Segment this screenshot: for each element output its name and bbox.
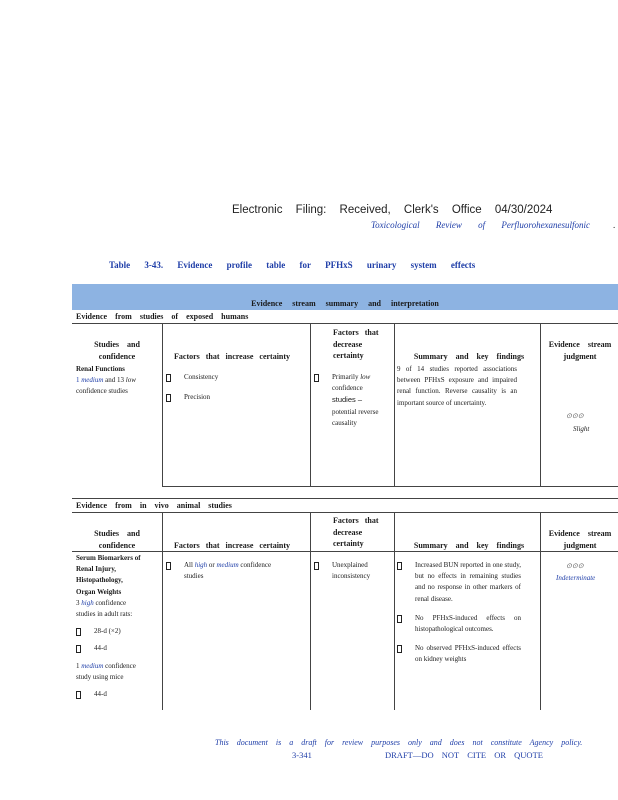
judgment-symbol: ⊙⊙⊙: [566, 412, 584, 420]
increase-word: confidence: [240, 561, 272, 569]
divider: [540, 323, 541, 486]
animal-decrease-cell: [314, 560, 392, 582]
checkbox-icon: [166, 394, 171, 402]
studies-title: Organ Weights: [76, 587, 122, 596]
studies-line: [76, 598, 160, 609]
studies-line: [76, 375, 160, 386]
list-item: [314, 372, 392, 429]
header-studies: Studies and confidence: [94, 529, 140, 550]
header-studies: Studies and confidence: [94, 340, 140, 361]
checkbox-icon: [76, 628, 81, 636]
header-increase: Factors that increase certainty: [174, 352, 291, 361]
list-item-text: Precision: [184, 393, 211, 402]
list-item: [76, 626, 160, 637]
header-summary: Summary and key findings: [413, 352, 525, 361]
divider: [72, 323, 618, 324]
human-judgment: Slight: [573, 425, 590, 433]
studies-title: Histopathology,: [76, 576, 123, 585]
studies-count: 3: [76, 598, 80, 607]
studies-count: 1: [76, 661, 80, 670]
list-item: [166, 392, 306, 403]
list-item-text: 28-d (×2): [94, 627, 121, 636]
document-title: [371, 220, 616, 230]
checkbox-icon: [166, 562, 171, 570]
studies-title: Renal Functions: [76, 365, 125, 373]
divider: [394, 512, 395, 710]
document-title-text: Toxicological Review of Perfluorohexanesulfonic: [371, 220, 591, 230]
list-item-text: [184, 561, 271, 580]
studies-word: confidence: [95, 598, 127, 607]
list-item: [76, 643, 160, 654]
confidence-high: high: [194, 561, 208, 569]
list-item: [397, 613, 521, 635]
header-judgment: Evidence stream judgment: [548, 529, 612, 550]
band-title: Evidence stream summary and interpretation: [251, 299, 439, 308]
decrease-word: potential reverse causality: [332, 407, 379, 427]
table-header-band: [72, 284, 618, 310]
list-item-text: No PFHxS-induced effects on histopathological outcomes.: [415, 613, 521, 633]
checkbox-icon: [76, 691, 81, 699]
confidence-medium: medium: [216, 561, 239, 569]
decrease-text: [332, 373, 378, 427]
divider: [72, 498, 618, 499]
confidence-medium: medium: [81, 376, 104, 385]
page-number: 3-341: [292, 750, 312, 760]
header-decrease: Factors that decrease certainty: [333, 516, 379, 549]
divider: [162, 512, 163, 710]
divider: [72, 512, 618, 513]
checkbox-icon: [166, 374, 171, 382]
list-item: [314, 560, 392, 582]
divider: [162, 323, 163, 486]
studies-line: [76, 661, 160, 672]
human-decrease-cell: [314, 372, 392, 429]
divider: [162, 486, 618, 487]
studies-line: studies in adult rats:: [76, 609, 133, 618]
divider: [540, 512, 541, 710]
list-item-text: 44-d: [94, 644, 107, 653]
human-section-title: Evidence from studies of exposed humans: [76, 312, 249, 321]
list-item-text: 44-d: [94, 689, 107, 698]
footer-disclaimer: This document is a draft for review purposes only and does not constitute Agency policy.: [215, 738, 583, 747]
studies-title: Serum Biomarkers of: [76, 554, 141, 562]
studies-title: Renal Injury,: [76, 565, 117, 574]
list-item-text: No observed PFHxS-induced effects on kidney weights: [415, 644, 521, 664]
list-item: [397, 643, 521, 665]
studies-count: and 13: [105, 376, 125, 385]
decrease-word: Primarily: [332, 373, 359, 381]
list-item: [166, 372, 306, 383]
animal-studies-cell: [76, 553, 160, 700]
checkbox-icon: [397, 562, 402, 570]
animal-summary-cell: [397, 560, 521, 666]
divider: [72, 551, 618, 552]
animal-section-title: Evidence from in vivo animal studies: [76, 501, 232, 510]
checkbox-icon: [314, 374, 319, 382]
confidence-medium: medium: [81, 661, 104, 670]
list-item-text: Unexplained inconsistency: [332, 561, 371, 581]
human-summary-cell: 9 of 14 studies reported associations between PFHxS exposure and impaired renal function. Reverse causality is an important source of uncertainty.: [397, 365, 517, 407]
studies-line: confidence studies: [76, 387, 128, 396]
document-title-end: .: [613, 220, 616, 230]
checkbox-icon: [314, 562, 319, 570]
header-increase: Factors that increase certainty: [174, 541, 291, 550]
confidence-low: low: [360, 373, 371, 381]
checkbox-icon: [397, 615, 402, 623]
filing-stamp: Electronic Filing: Received, Clerk's Office 04/30/2024: [232, 204, 553, 216]
increase-word: or: [208, 561, 215, 569]
divider: [310, 512, 311, 710]
list-item-text: Increased BUN reported in one study, but no effects in remaining studies and no response in other markers of renal disease.: [415, 561, 521, 603]
list-item-text: Consistency: [184, 373, 219, 381]
checkbox-icon: [397, 645, 402, 653]
table-title: Table 3-43. Evidence profile table for PFHxS urinary system effects: [109, 260, 476, 270]
human-studies-cell: [76, 364, 160, 398]
draft-notice: DRAFT—DO NOT CITE OR QUOTE: [385, 750, 543, 760]
checkbox-icon: [76, 645, 81, 653]
header-judgment: Evidence stream judgment: [548, 340, 612, 361]
header-decrease: Factors that decrease certainty: [333, 328, 379, 361]
list-item: [397, 560, 521, 605]
decrease-word: studies –: [332, 395, 363, 405]
studies-line: study using mice: [76, 672, 124, 681]
judgment-symbol: ⊙⊙⊙: [566, 562, 584, 570]
list-item: [166, 560, 306, 582]
increase-word: All: [184, 561, 193, 569]
decrease-word: confidence: [332, 384, 363, 393]
animal-judgment: Indeterminate: [556, 574, 596, 582]
header-summary: Summary and key findings: [413, 541, 525, 550]
confidence-high: high: [81, 598, 94, 607]
studies-word: confidence: [105, 661, 136, 670]
studies-count: 1: [76, 376, 80, 385]
divider: [394, 323, 395, 486]
animal-increase-cell: [166, 560, 306, 582]
increase-word: studies: [184, 572, 204, 581]
confidence-low: low: [125, 376, 136, 385]
human-increase-cell: [166, 372, 306, 403]
divider: [310, 323, 311, 486]
list-item: [76, 689, 160, 700]
